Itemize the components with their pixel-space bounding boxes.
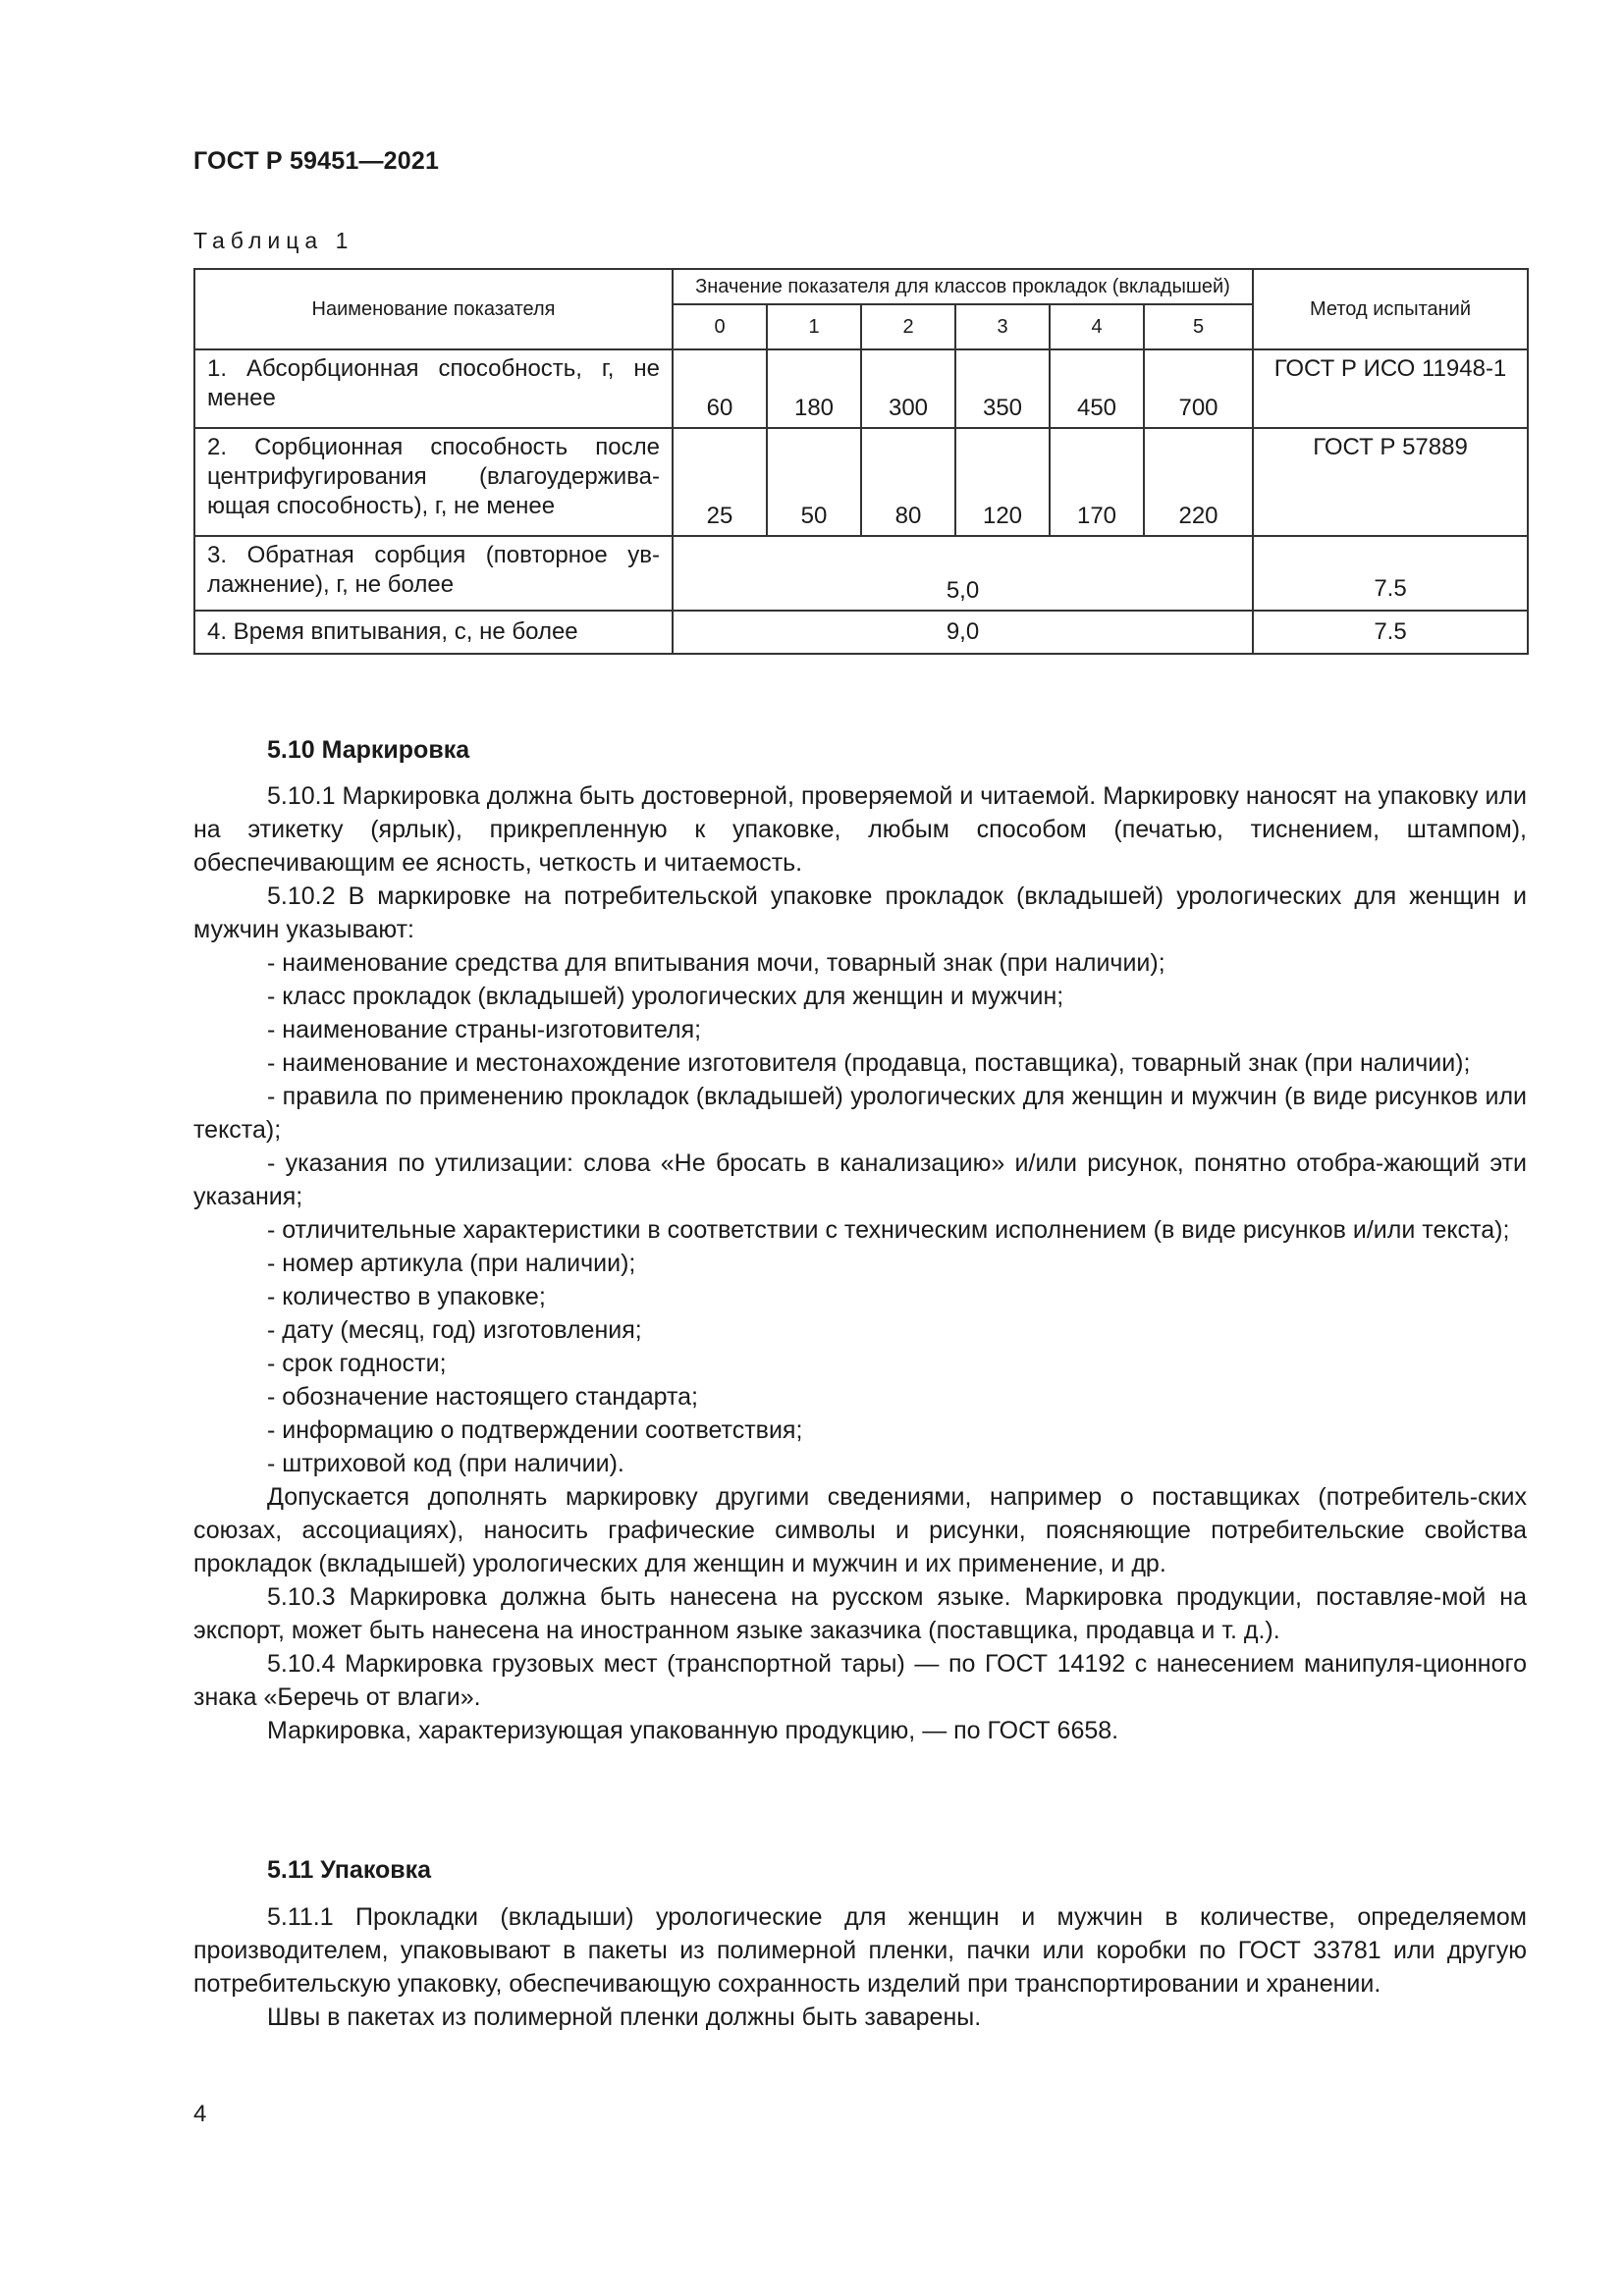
- row-test-method: ГОСТ Р 57889: [1253, 428, 1528, 536]
- list-item: - наименование и местонахождение изготовителя (продавца, поставщика), товарный знак (при наличии);: [267, 1049, 1471, 1077]
- list-item: - срок годности;: [267, 1350, 447, 1377]
- row-indicator-name: 1. Абсорбционная способность, г, не менее: [194, 349, 673, 428]
- row-value: 180: [767, 349, 861, 428]
- table-row: [194, 611, 1528, 654]
- list-item: - правила по применению прокладок (вкладышей) урологических для женщин и мужчин (в виде рисунков или текста);: [193, 1083, 1527, 1144]
- row-merged-value: 9,0: [673, 611, 1253, 654]
- marking-text: [193, 779, 1527, 1747]
- list-item: - штриховой код (при наличии).: [267, 1450, 624, 1477]
- page-number: 4: [193, 2101, 207, 2127]
- list-item: - наименование средства для впитывания мочи, товарный знак (при наличии);: [267, 949, 1165, 977]
- row-test-method: ГОСТ Р ИСО 11948-1: [1253, 349, 1528, 428]
- row-value: 25: [673, 428, 767, 536]
- table-row: [194, 428, 1528, 536]
- row-indicator-name: 2. Сорбционная способность после центрифугирования (влагоудержива-ющая способность), г, не менее: [194, 428, 673, 536]
- paragraph: Маркировка, характеризующая упакованную продукцию, — по ГОСТ 6658.: [267, 1717, 1119, 1744]
- document-header: ГОСТ Р 59451—2021: [193, 147, 440, 175]
- header-class: 5: [1144, 304, 1253, 349]
- table-row: [194, 536, 1528, 611]
- row-value: 300: [861, 349, 955, 428]
- row-value: 120: [955, 428, 1050, 536]
- paragraph: 5.11.1 Прокладки (вкладыши) урологические для женщин и мужчин в количестве, определяемом производителем, упаковывают в пакеты из полимерной пленки, пачки или коробки по ГОСТ 33781 или другую потребительскую упаковку, обеспечивающую сохранность изделий при транспортировании и хранении.: [193, 1903, 1527, 1998]
- indicators-table: [193, 268, 1529, 655]
- row-value: 220: [1144, 428, 1253, 536]
- section-title-marking: 5.10 Маркировка: [267, 736, 470, 764]
- list-item: - количество в упаковке;: [267, 1283, 546, 1310]
- row-value: 50: [767, 428, 861, 536]
- row-value: 80: [861, 428, 955, 536]
- row-merged-value: 5,0: [673, 536, 1253, 611]
- row-value: 450: [1050, 349, 1144, 428]
- row-value: 170: [1050, 428, 1144, 536]
- header-test-method: Метод испытаний: [1253, 269, 1528, 349]
- paragraph: 5.10.4 Маркировка грузовых мест (транспортной тары) — по ГОСТ 14192 с нанесением манипуля-ционного знака «Беречь от влаги».: [193, 1650, 1527, 1711]
- list-item: - информацию о подтверждении соответствия;: [267, 1416, 803, 1444]
- paragraph: 5.10.2 В маркировке на потребительской упаковке прокладок (вкладышей) урологических для женщин и мужчин указывают:: [193, 882, 1527, 943]
- list-item: - обозначение настоящего стандарта;: [267, 1383, 698, 1411]
- list-item: - класс прокладок (вкладышей) урологических для женщин и мужчин;: [267, 983, 1064, 1010]
- table-caption: Таблица 1: [193, 228, 354, 253]
- header-class: 3: [955, 304, 1050, 349]
- paragraph: 5.10.1 Маркировка должна быть достоверной, проверяемой и читаемой. Маркировку наносят на упаковку или на этикетку (ярлык), прикрепленную к упаковке, любым способом (печатью, тиснением, штампом), обеспечивающим ее ясность, четкость и читаемость.: [193, 782, 1527, 877]
- paragraph: Швы в пакетах из полимерной пленки должны быть заварены.: [267, 2003, 982, 2031]
- row-test-method: 7.5: [1253, 611, 1528, 654]
- list-item: - наименование страны-изготовителя;: [267, 1016, 702, 1043]
- list-item: - указания по утилизации: слова «Не бросать в канализацию» и/или рисунок, понятно отобра-жающий эти указания;: [193, 1149, 1527, 1210]
- row-test-method: 7.5: [1253, 536, 1528, 611]
- section-title-packaging: 5.11 Упаковка: [267, 1856, 432, 1884]
- row-value: 60: [673, 349, 767, 428]
- table-header-row: [194, 269, 1528, 304]
- header-class: 2: [861, 304, 955, 349]
- packaging-text: [193, 1900, 1527, 2034]
- list-item: - номер артикула (при наличии);: [267, 1250, 636, 1277]
- paragraph: Допускается дополнять маркировку другими сведениями, например о поставщиках (потребитель-ских союзах, ассоциациях), наносить графические символы и рисунки, поясняющие потребительские свойства прокладок (вкладышей) урологических для женщин и мужчин и их применение, и др.: [193, 1483, 1527, 1577]
- row-indicator-name: 4. Время впитывания, с, не более: [194, 611, 673, 654]
- list-item: - дату (месяц, год) изготовления;: [267, 1316, 642, 1344]
- header-indicator-name: Наименование показателя: [194, 269, 673, 349]
- row-value: 700: [1144, 349, 1253, 428]
- header-class-values: Значение показателя для классов прокладок (вкладышей): [673, 269, 1253, 304]
- row-indicator-name: 3. Обратная сорбция (повторное ув-лажнение), г, не более: [194, 536, 673, 611]
- header-class: 1: [767, 304, 861, 349]
- paragraph: 5.10.3 Маркировка должна быть нанесена на русском языке. Маркировка продукции, поставляе-мой на экспорт, может быть нанесена на иностранном языке заказчика (поставщика, продавца и т. д.).: [193, 1583, 1527, 1644]
- header-class: 4: [1050, 304, 1144, 349]
- list-item: - отличительные характеристики в соответствии с техническим исполнением (в виде рисунков и/или текста);: [267, 1216, 1510, 1244]
- row-value: 350: [955, 349, 1050, 428]
- header-class: 0: [673, 304, 767, 349]
- table-row: [194, 349, 1528, 428]
